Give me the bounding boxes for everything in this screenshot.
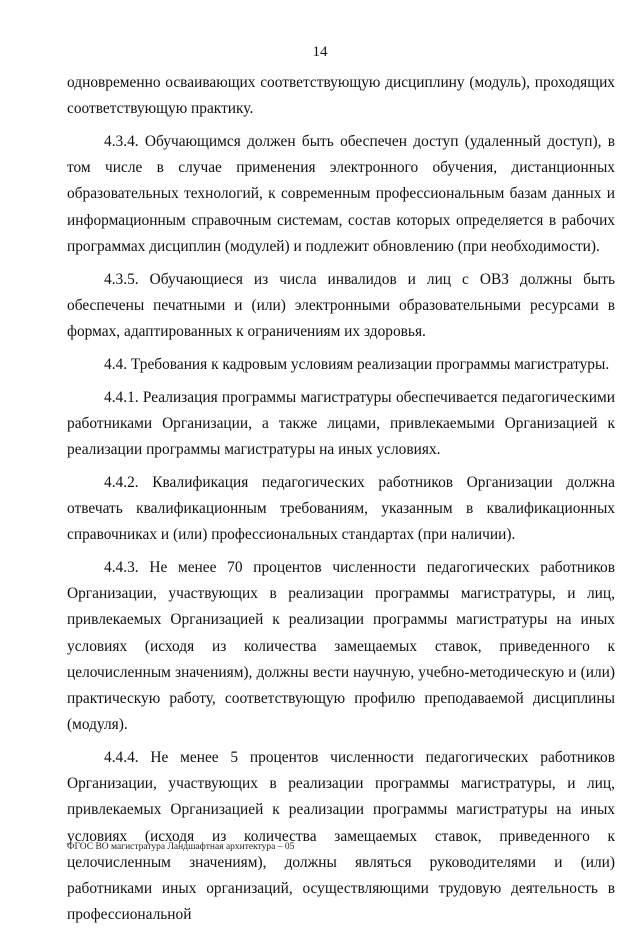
paragraph-4-3-4: 4.3.4. Обучающимся должен быть обеспечен доступ (удаленный доступ), в том числе в случае применения электронного обучения, дистанционных образовательных технологий, к современным профессиональным базам данных и информационным справочным системам, состав которых определяется в рабочих программах дисциплин (модулей) и подлежит обновлению (при необходимости). [67,133,615,255]
page-number: 14 [312,44,328,60]
paragraph-4-4-4: 4.4.4. Не менее 5 процентов численности педагогических работников Организации, участвующих в реализации программы магистратуры, и лиц, привлекаемых Организацией к реализации программы магистратуры на иных условиях (исходя из количества замещаемых ставок, приведенного к целочисленным значениям), должны являться руководителями и (или) работниками иных организаций, осуществляющими трудовую деятельность в профессиональной [67,749,615,924]
paragraph-4-4-1: 4.4.1. Реализация программы магистратуры обеспечивается педагогическими работниками Организации, а также лицами, привлекаемыми Организацией к реализации программы магистратуры на иных условиях. [67,388,615,459]
page-footer: ФГОС ВО магистратура Ландшафтная архитектура – 05 [67,842,295,852]
section-heading-4-4: 4.4. Требования к кадровым условиям реализации программы магистратуры. [104,355,610,373]
paragraph-continuation: одновременно осваивающих соответствующую дисциплину (модуль), проходящих соответствующую практику. [67,74,615,118]
paragraph-4-4-2: 4.4.2. Квалификация педагогических работников Организации должна отвечать квалификационным требованиям, указанным в квалификационных справочниках и (или) профессиональных стандартах (при наличии). [67,473,615,544]
paragraph-4-4-3: 4.4.3. Не менее 70 процентов численности педагогических работников Организации, участвующих в реализации программы магистратуры, и лиц, привлекаемых Организацией к реализации программы магистратуры на иных условиях (исходя из количества замещаемых ставок, приведенного к целочисленным значениям), должны вести научную, учебно-методическую и (или) практическую работу, соответствующую профилю преподаваемой дисциплины (модуля). [67,559,615,734]
paragraph-4-3-5: 4.3.5. Обучающиеся из числа инвалидов и лиц с ОВЗ должны быть обеспечены печатными и (или) электронными образовательными ресурсами в формах, адаптированных к ограничениям их здоровья. [67,270,615,341]
document-body [67,70,615,935]
